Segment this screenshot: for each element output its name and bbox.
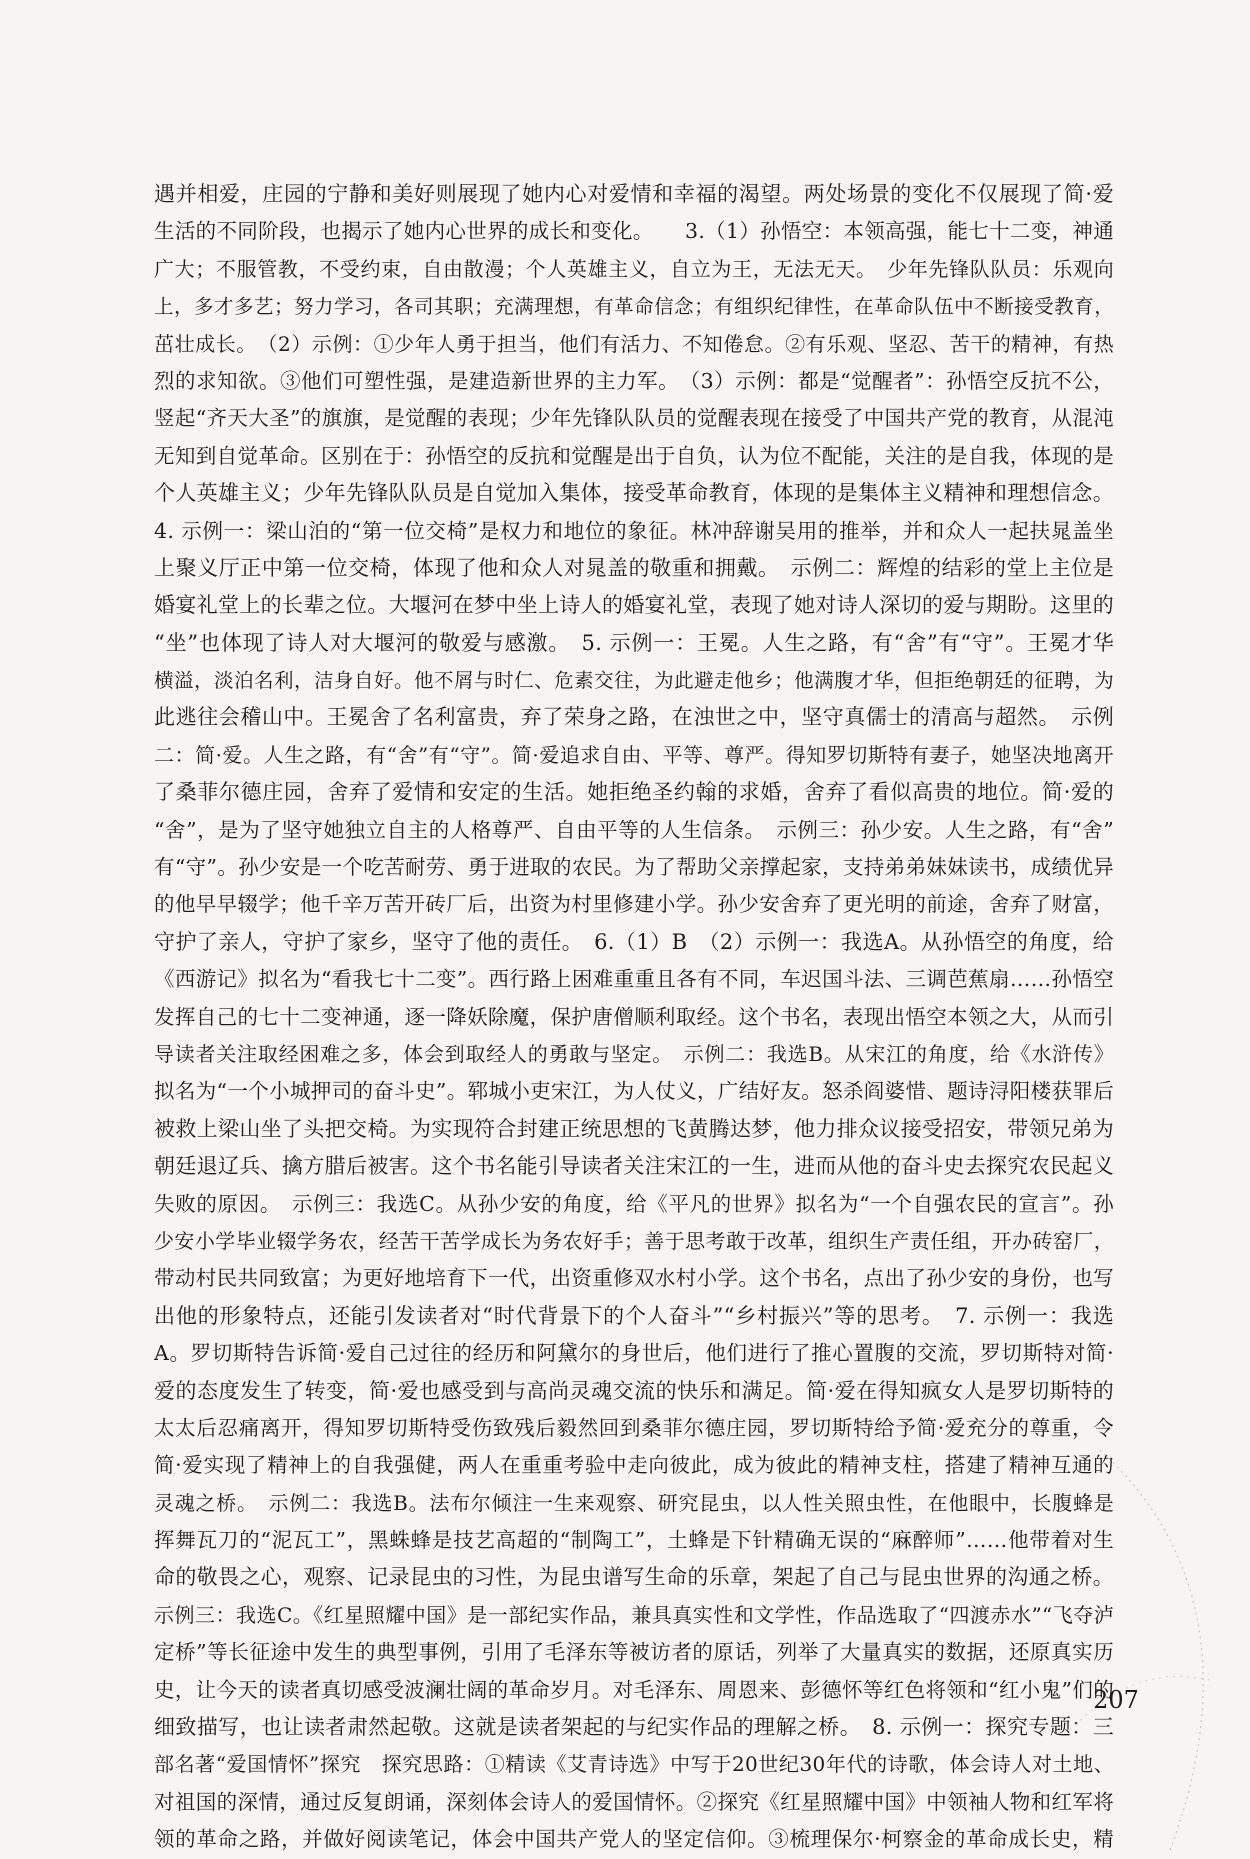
text-line: “舍”，是为了坚守她独立自主的人格尊严、自由平等的人生信条。 示例三：孙少安。人生之路，有“舍” — [154, 817, 1114, 842]
text-line: 有“守”。孙少安是一个吃苦耐劳、勇于进取的农民。为了帮助父亲撑起家，支持弟弟妹妹读书，成绩优异 — [154, 855, 1114, 880]
text-line: 失败的原因。 示例三：我选C。从孙少安的角度，给《平凡的世界》拟名为“一个自强农民的宣言”。孙 — [154, 1191, 1114, 1216]
text-line: 示例三：我选C。《红星照耀中国》是一部纪实作品，兼具真实性和文学性，作品选取了“四渡赤水”“飞夺泸 — [154, 1602, 1114, 1627]
text-line: 二：简·爱。人生之路，有“舍”有“守”。简·爱追求自由、平等、尊严。得知罗切斯特有妻子，她坚决地离开 — [154, 742, 1114, 767]
text-line: 定桥”等长征途中发生的典型事例，引用了毛泽东等被访者的原话，列举了大量真实的数据，还原真实历 — [154, 1640, 1114, 1665]
text-line: 横溢，淡泊名利，洁身自好。他不屑与时仁、危素交往，为此避走他乡；他满腹才华，但拒绝朝廷的征聘，为 — [154, 669, 1114, 693]
text-line: 生活的不同阶段，也揭示了她内心世界的成长和变化。 3.（1）孙悟空：本领高强，能七十二变，神通 — [154, 219, 1114, 244]
text-line: “坐”也体现了诗人对大堰河的敬爱与感激。 5. 示例一：王冕。人生之路，有“舍”有“守”。王冕才华 — [154, 630, 1114, 655]
text-line: 太太后忍痛离开，得知罗切斯特受伤致残后毅然回到桑菲尔德庄园，罗切斯特给予简·爱充分的尊重，令 — [154, 1415, 1114, 1440]
text-line: 广大；不服管教，不受约束，自由散漫；个人英雄主义，自立为王，无法无天。 少年先锋队队员：乐观向 — [154, 256, 1114, 281]
text-line: 茁壮成长。 （2）示例：①少年人勇于担当，他们有活力、不知倦怠。②有乐观、坚忍、苦干的精神，有热 — [154, 331, 1114, 356]
text-line: 细致描写，也让读者肃然起敬。这就是读者架起的与纪实作品的理解之桥。 8. 示例一：探究专题：三 — [154, 1715, 1114, 1740]
text-line: 命的敬畏之心，观察、记录昆虫的习性，为昆虫谱写生命的乐章，架起了自己与昆虫世界的沟通之桥。 — [154, 1565, 1114, 1590]
text-line: 部名著“爱国情怀”探究 探究思路：①精读《艾青诗选》中写于20世纪30年代的诗歌，体会诗人对土地、 — [154, 1752, 1114, 1777]
text-line: 4. 示例一：梁山泊的“第一位交椅”是权力和地位的象征。林冲辞谢吴用的推举，并和众人一起扶晁盖坐 — [154, 518, 1114, 543]
text-line: 竖起“齐天大圣”的旗旗，是觉醒的表现；少年先锋队队员的觉醒表现在接受了中国共产党的教育，从混沌 — [154, 406, 1114, 431]
text-line: 朝廷退辽兵、擒方腊后被害。这个书名能引导读者关注宋江的一生，进而从他的奋斗史去探究农民起义 — [154, 1154, 1114, 1179]
text-line: 简·爱实现了精神上的自我强健，两人在重重考验中走向彼此，成为彼此的精神支柱，搭建了精神互通的 — [154, 1453, 1114, 1478]
text-line: 出他的形象特点，还能引发读者对“时代背景下的个人奋斗”“乡村振兴”等的思考。 7. 示例一：我选 — [154, 1303, 1114, 1328]
text-line: 上，多才多艺；努力学习，各司其职；充满理想，有革命信念；有组织纪律性，在革命队伍中不断接受教育， — [154, 295, 1114, 319]
answer-text-block — [154, 176, 1114, 1859]
text-line: 史，让今天的读者真切感受波澜壮阔的革命岁月。对毛泽东、周恩来、彭德怀等红色将领和“红小鬼”们的 — [154, 1677, 1114, 1702]
text-line: 领的革命之路，并做好阅读笔记，体会中国共产党人的坚定信仰。③梳理保尔·柯察金的革命成长史，精 — [154, 1827, 1114, 1852]
text-line: 挥舞瓦刀的“泥瓦工”，黑蛛蜂是技艺高超的“制陶工”，土蜂是下针精确无误的“麻醉师”……他带着对生 — [154, 1528, 1114, 1553]
text-line: 婚宴礼堂上的长辈之位。大堰河在梦中坐上诗人的婚宴礼堂，表现了她对诗人深切的爱与期盼。这里的 — [154, 593, 1114, 618]
text-line: 此逃往会稽山中。王冕舍了名利富贵，弃了荣身之路，在浊世之中，坚守真儒士的清高与超然。 示例 — [154, 705, 1114, 730]
text-line: 《西游记》拟名为“看我七十二变”。西行路上困难重重且各有不同，车迟国斗法、三调芭蕉扇……孙悟空 — [154, 967, 1114, 992]
text-line: 拟名为“一个小城押司的奋斗史”。郓城小吏宋江，为人仗义，广结好友。怒杀阎婆惜、题诗浔阳楼获罪后 — [154, 1079, 1114, 1104]
text-line: 带动村民共同致富；为更好地培育下一代，出资重修双水村小学。这个书名，点出了孙少安的身份，也写 — [154, 1266, 1114, 1291]
text-line: 的他早早辍学；他千辛万苦开砖厂后，出资为村里修建小学。孙少安舍弃了更光明的前途，舍弃了财富， — [154, 892, 1114, 917]
text-line: 少安小学毕业辍学务农，经苦干苦学成长为务农好手；善于思考敢于改革，组织生产责任组，开办砖窑厂， — [154, 1228, 1114, 1253]
text-line: 个人英雄主义；少年先锋队队员是自觉加入集体，接受革命教育，体现的是集体主义精神和理想信念。 — [154, 481, 1114, 506]
text-line: 上聚义厅正中第一位交椅，体现了他和众人对晁盖的敬重和拥戴。 示例二：辉煌的结彩的堂上主位是 — [154, 555, 1114, 580]
text-line: 对祖国的深情，通过反复朗诵，深刻体会诗人的爱国情怀。②探究《红星照耀中国》中领袖人物和红军将 — [154, 1789, 1114, 1814]
text-line: 了桑菲尔德庄园，舍弃了爱情和安定的生活。她拒绝圣约翰的求婚，舍弃了看似高贵的地位。简·爱的 — [154, 780, 1114, 805]
text-line: 被救上梁山坐了头把交椅。为实现符合封建正统思想的飞黄腾达梦，他力排众议接受招安，带领兄弟为 — [154, 1116, 1114, 1141]
text-line: 导读者关注取经困难之多，体会到取经人的勇敢与坚定。 示例二：我选B。从宋江的角度，给《水浒传》 — [154, 1041, 1114, 1066]
text-line: 无知到自觉革命。区别在于：孙悟空的反抗和觉醒是出于自负，认为位不配能，关注的是自我，体现的是 — [154, 443, 1114, 468]
text-line: A。罗切斯特告诉简·爱自己过往的经历和阿黛尔的身世后，他们进行了推心置腹的交流，罗切斯特对简· — [154, 1341, 1114, 1366]
text-line: 发挥自己的七十二变神通，逐一降妖除魔，保护唐僧顺利取经。这个书名，表现出悟空本领之大，从而引 — [154, 1004, 1114, 1029]
text-line: 守护了亲人，守护了家乡，坚守了他的责任。 6.（1）B （2）示例一：我选A。从孙悟空的角度，给 — [154, 929, 1114, 954]
text-line: 烈的求知欲。③他们可塑性强，是建造新世界的主力军。 （3）示例：都是“觉醒者”：孙悟空反抗不公， — [154, 368, 1114, 393]
text-line: 灵魂之桥。 示例二：我选B。法布尔倾注一生来观察、研究昆虫，以人性关照虫性，在他眼中，长腹蜂是 — [154, 1490, 1114, 1515]
text-line: 遇并相爱，庄园的宁静和美好则展现了她内心对爱情和幸福的渴望。两处场景的变化不仅展现了简·爱 — [154, 182, 1114, 206]
page-number: 207 — [1093, 1686, 1139, 1714]
text-line: 爱的态度发生了转变，简·爱也感受到与高尚灵魂交流的快乐和满足。简·爱在得知疯女人是罗切斯特的 — [154, 1378, 1114, 1403]
